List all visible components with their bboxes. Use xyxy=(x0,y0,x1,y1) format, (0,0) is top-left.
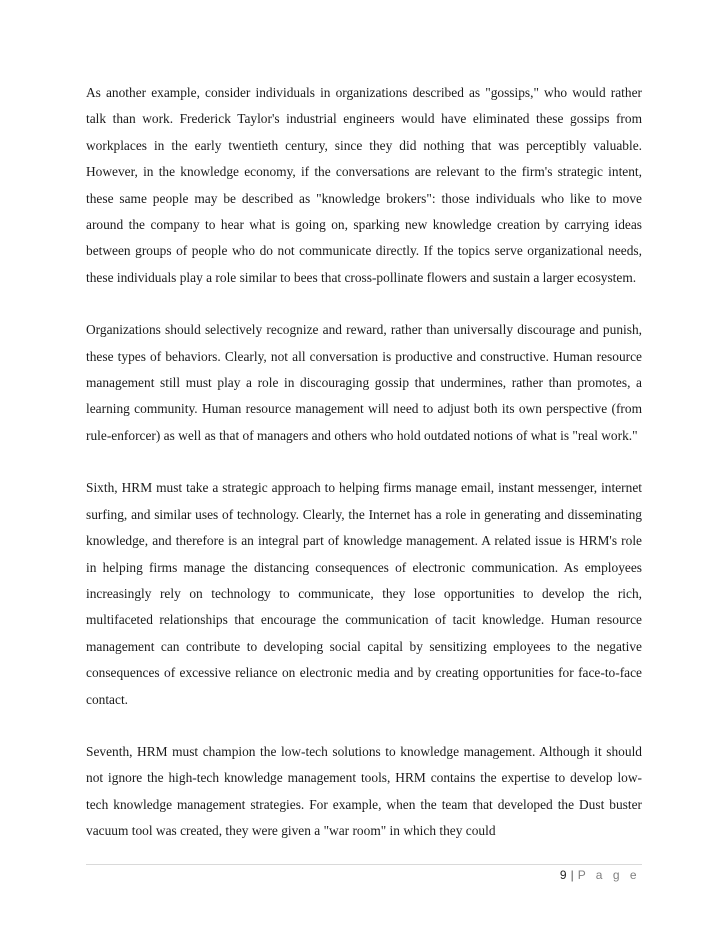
footer-separator: | xyxy=(570,868,574,882)
page-number: 9 xyxy=(559,868,567,882)
paragraph-sixth-hrm: Sixth, HRM must take a strategic approach to helping firms manage email, instant messenger, internet surfing, and similar uses of technology. Clearly, the Internet has a role in generating and disseminating knowledge, and therefore is an integral part of knowledge management. A related issue is HRM's role in helping firms manage the distancing consequences of electronic communication. As employees increasingly rely on technology to communicate, they lose opportunities to develop the rich, multifaceted relationships that encourage the communication of tacit knowledge. Human resource management can contribute to developing social capital by sensitizing employees to the negative consequences of excessive reliance on electronic media and by creating opportunities for face-to-face contact. xyxy=(86,480,642,707)
paragraph-gossips: As another example, consider individuals in organizations described as "gossips," who would rather talk than work. Frederick Taylor's industrial engineers would have eliminated these gossips from workplaces in the early twentieth century, since they did nothing that was perceptibly valuable. However, in the knowledge economy, if the conversations are relevant to the firm's strategic intent, these same people may be described as "knowledge brokers": those individuals who like to move around the company to hear what is going on, sparking new knowledge creation by carrying ideas between groups of people who do not communicate directly. If the topics serve organizational needs, these individuals play a role similar to bees that cross-pollinate flowers and sustain a larger ecosystem. xyxy=(86,85,642,285)
document-body xyxy=(86,80,642,871)
paragraph-seventh-hrm: Seventh, HRM must champion the low-tech solutions to knowledge management. Although it should not ignore the high-tech knowledge management tools, HRM contains the expertise to develop low-tech knowledge management strategies. For example, when the team that developed the Dust buster vacuum tool was created, they were given a "war room" in which they could xyxy=(86,743,642,839)
paragraph-selective-recognition: Organizations should selectively recognize and reward, rather than universally discourage and punish, these types of behaviors. Clearly, not all conversation is productive and constructive. Human resource management still must play a role in discouraging gossip that undermines, rather than promotes, a learning community. Human resource management will need to adjust both its own perspective (from rule-enforcer) as well as that of managers and others who hold outdated notions of what is "real work." xyxy=(86,322,642,443)
page-footer xyxy=(560,868,640,882)
footer-divider xyxy=(86,864,642,865)
page-label: P a g e xyxy=(577,868,640,882)
